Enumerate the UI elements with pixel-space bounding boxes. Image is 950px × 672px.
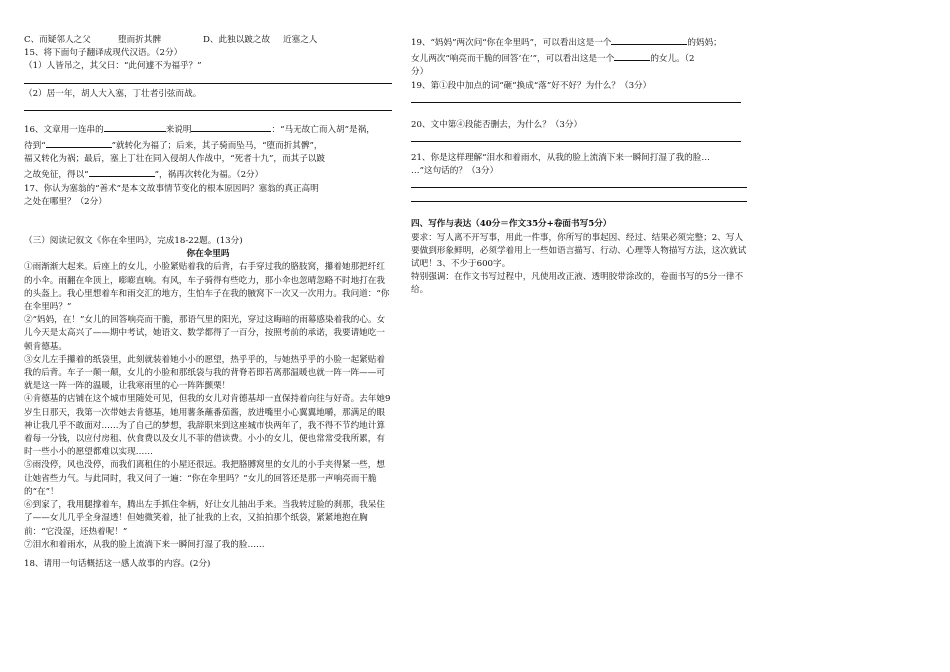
question-17: 17、你认为塞翁的“善术”是本文故事情节变化的根本原因吗？塞翁的真正高明 [24, 183, 319, 194]
paragraph-6: ⑥到家了，我用腿撑着车，腾出左手抓住伞柄，好让女儿抽出手来。当我转过脸的刹那，我呆住了——女儿几乎全身湿透！但她微笑着，扯了扯我的上衣，又拍拍那个纸袋，紧紧地抱在胸前：“它没湿，还热着呢！” [24, 500, 385, 537]
paragraph-2: ②“妈妈，在！”女儿的回答响亮而干脆，那语气里的阳光，穿过这晦暗的雨幕感染着我的心。女儿今天是太高兴了——期中考试，她语文、数学都得了一百分，按照考前的承诺，我要请她吃一顿肯德基。 [24, 315, 386, 352]
options-row [24, 34, 392, 47]
fill-blank [614, 50, 650, 61]
question-19-cont2: 分） [411, 67, 429, 78]
question-16-cont2: 福又转化为祸；最后，塞上丁壮在同入侵胡人作战中，“死者十九”，而其子以跛 [24, 154, 325, 165]
question-19b: 19、第①段中加点的词“砸”换成“落”好不好？为什么？（3分） [411, 80, 652, 91]
answer-line [411, 102, 741, 103]
question-15-2: （2）居一年，胡人大入塞，丁壮者引弦而战。 [24, 88, 202, 99]
question-16-cont3: 之故免征，得以“ ”，祸再次转化为福。（2分） [24, 166, 392, 182]
answer-line [411, 201, 747, 202]
fill-blank [46, 137, 112, 148]
story-title: 你在伞里吗 [186, 249, 230, 260]
question-19: 19、“妈妈”两次问“你在伞里吗”，可以看出这是一个 的妈妈； [411, 34, 747, 50]
option-d: D、此独以跛之故 [203, 35, 271, 45]
paragraph-1: ①雨渐渐大起来。后座上的女儿，小脸紧贴着我的后背，右手穿过我的胳肢窝，攥着她那把纤红的小伞。雨翻在伞顶上，嘭嘭直响。有风，车子骑得有些吃力，那小伞也忽晴忽略不时地打在我的头盔上。我心里想着车和雨交汇的地方，生怕车子在我的腋窝下一次又一次用力。我问道：“你在伞里吗？” [24, 262, 390, 313]
question-19-cont: 女儿两次“响亮而干脆的回答‘在’”，可以看出这是一个 的女儿。（2 [411, 50, 747, 66]
fill-blank [104, 121, 166, 132]
question-17-cont: 之处在哪里？（2分） [24, 196, 107, 207]
question-15: 15、将下面句子翻译成现代汉语。（2分） [24, 48, 183, 59]
question-21-cont: …”这句话的？（3分） [411, 166, 499, 177]
fill-blank [611, 34, 687, 45]
writing-requirements: 要求：写人离不开写事，用此一件事，你所写的事起因、经过、结果必须完整；2、写人要做到形象鲜明，必须学着用上一些如语言描写、行动、心理等人物描写方法，这次就试试吧！3、不少于600字。 [411, 232, 747, 270]
option-c: C、而疑邻人之父 [24, 35, 91, 45]
answer-line [24, 83, 392, 84]
left-column [24, 34, 392, 571]
paragraph-7: ⑦泪水和着雨水，从我的脸上流淌下来一瞬间打湿了我的脸…… [24, 539, 265, 550]
answer-line [24, 110, 392, 111]
question-20: 20、文中第④段能否删去，为什么？（3分） [411, 119, 583, 130]
paragraph-5: ⑤雨没停，风也没停，而我们离租住的小屋还很远。我把胳膊窝里的女儿的小手夹得紧一些，想让她省些力气。与此同时，我又问了一遍：“你在伞里吗？”女儿的回答还是那一声响亮而干脆的“在”！ [24, 460, 385, 497]
question-16-cont: 待到“ ”就转化为福了；后来，其子骑而坠马，“堕而折其髀”， [24, 137, 392, 153]
fill-blank [89, 166, 155, 177]
option-c2: 堕而折其髀 [118, 35, 161, 45]
question-18: 18、请用一句话概括这一感人故事的内容。(2分) [24, 558, 211, 569]
answer-line [411, 141, 741, 142]
question-16: 16、文章用一连串的 来说明 ：“马无故亡而入胡”是祸， [24, 121, 392, 137]
fill-blank [191, 121, 271, 132]
writing-note: 特别强调：在作文书写过程中，凡使用改正液、透明胶带涂改的，卷面书写的5分一律不给。 [411, 272, 744, 296]
question-15-1: （1）人皆吊之，其父曰：“此何遽不为福乎？” [24, 61, 202, 72]
paragraph-3: ③女儿左手攥着的纸袋里，此刻就装着她小小的愿望，热乎乎的，与她热乎乎的小脸一起紧贴着我的后背。车子一颠一颠，女儿的小脸和那纸袋与我的背脊若即若离那温暖也就一阵一阵——可就是这一阵一阵的温暖，让我寒雨里的心一阵阵颤栗！ [24, 354, 385, 392]
answer-line [411, 187, 747, 188]
question-21: 21、你是这样理解“泪水和着雨水，从我的脸上流淌下来一瞬间打湿了我的脸… [411, 153, 710, 164]
option-d2: 近塞之人 [283, 35, 318, 45]
section-3-heading: （三）阅读记叙文《你在伞里吗》，完成18-22题。(13分) [24, 236, 243, 247]
section-4-heading: 四、写作与表达（40分＝作文35分+卷面书写5分） [411, 219, 612, 230]
right-column [411, 34, 747, 298]
paragraph-4: ④肯德基的店铺在这个城市里随处可见，但我的女儿对肯德基却一直保持着向往与好奇。去年她9岁生日那天，我第一次带她去肯德基，她用薯条蘸番茄酱，放进嘴里小心翼翼地嚼，那满足的眼神让我几乎不敢面对……为了自己的梦想，我辞职来到这座城市快两年了，我不得不节约地计算着每一分钱，以应付房租、伙食费以及女儿不菲的借读费。小小的女儿，便也常常受我所累，有时一些小小的愿望都难以实现…… [24, 394, 391, 458]
